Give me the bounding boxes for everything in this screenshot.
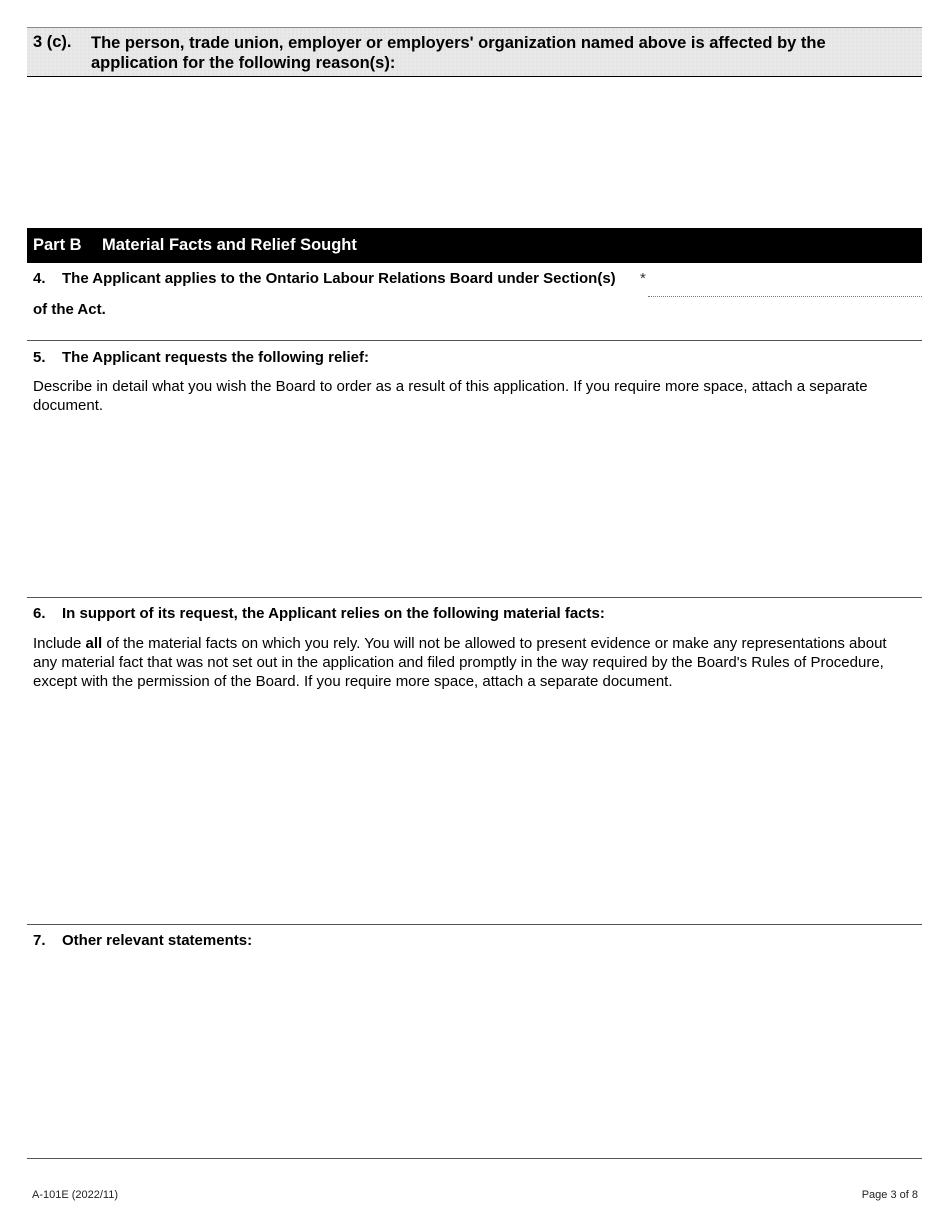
material-facts-text-field[interactable] bbox=[27, 695, 922, 920]
q6-desc-prefix: Include bbox=[33, 635, 86, 652]
q6-description bbox=[33, 634, 913, 691]
divider bbox=[27, 924, 922, 925]
reasons-text-field[interactable] bbox=[27, 80, 922, 225]
section-3c-text: The person, trade union, employer or employers' organization named above is affected by the application for the following reason(s): bbox=[91, 34, 826, 72]
q6-desc-bold: all bbox=[85, 635, 103, 652]
q6-number: 6. bbox=[33, 605, 46, 622]
q7-number: 7. bbox=[33, 932, 46, 949]
form-code: A-101E (2022/11) bbox=[32, 1189, 119, 1201]
section-3c-number: 3 (c). bbox=[33, 33, 72, 51]
divider bbox=[27, 340, 922, 341]
q6-text: In support of its request, the Applicant relies on the following material facts: bbox=[62, 605, 605, 622]
part-b-banner bbox=[27, 228, 922, 263]
other-statements-text-field[interactable] bbox=[27, 958, 922, 1153]
q6-desc-suffix: of the material facts on which you rely. You will not be allowed to present evidence or make any representations about any material fact that was not set out in the application and filed promptly in the way required by the Board's Rules of Procedure, except with the permission of the Board. If you require more space, attach a separate document. bbox=[33, 635, 887, 690]
q5-number: 5. bbox=[33, 349, 46, 366]
part-b-label: Part B bbox=[33, 236, 82, 254]
divider bbox=[27, 1158, 922, 1159]
required-mark: * bbox=[640, 270, 646, 287]
q5-text: The Applicant requests the following relief: bbox=[62, 349, 369, 366]
q4-suffix: of the Act. bbox=[33, 301, 106, 318]
relief-text-field[interactable] bbox=[27, 418, 922, 593]
section-3c-header bbox=[27, 27, 922, 77]
section-number-input[interactable] bbox=[648, 280, 922, 297]
q5-description: Describe in detail what you wish the Board to order as a result of this application. If you require more space, attach a separate document. bbox=[33, 378, 868, 414]
divider bbox=[27, 597, 922, 598]
q4-text: The Applicant applies to the Ontario Labour Relations Board under Section(s) bbox=[62, 270, 616, 287]
part-b-title: Material Facts and Relief Sought bbox=[102, 236, 357, 254]
page-number: Page 3 of 8 bbox=[861, 1189, 918, 1201]
q4-number: 4. bbox=[33, 270, 46, 287]
q7-text: Other relevant statements: bbox=[62, 932, 253, 949]
